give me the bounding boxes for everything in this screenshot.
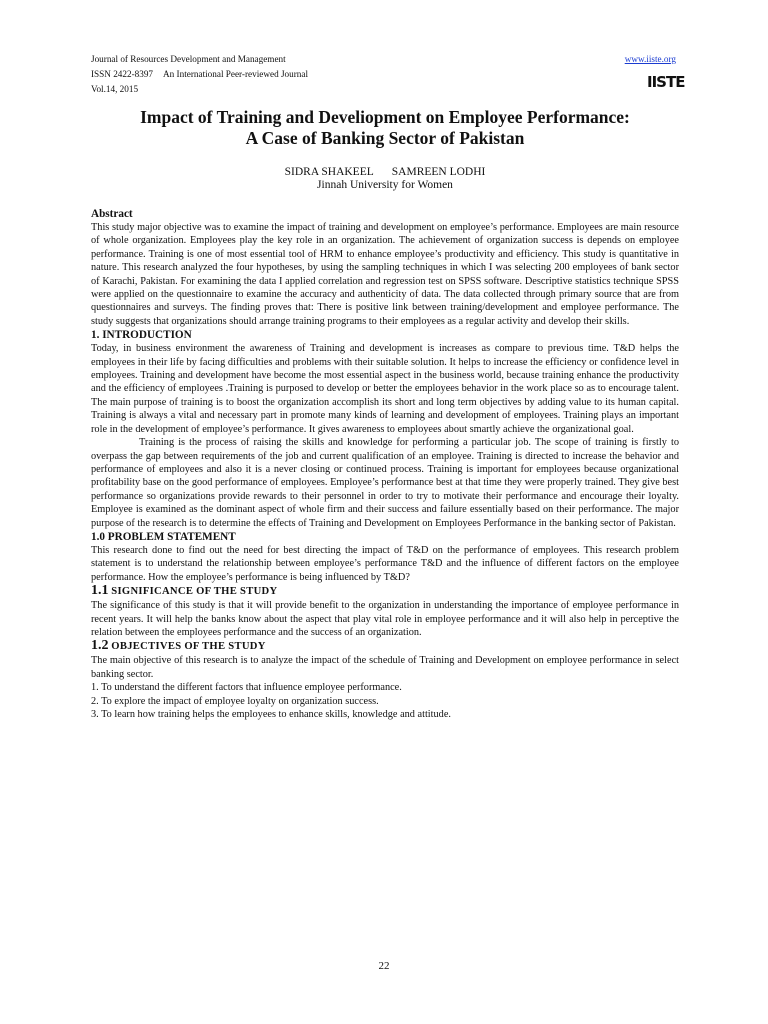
introduction-paragraph-1: Today, in business environment the awareness of Training and development is increases as compare to previous time. T&D helps the employees in their life by facing difficulties and problems with their suitable solution. It helps to increase the efficiency or confidence level in employees. Training and development have become the most essential aspect in the business world, because training enhance the productivity and the efficiency of employees .Training is purposed to develop or better the employees behavior in the work place so as to encourage talent. The main purpose of training is to boost the organization accomplish its short and long term objectives by adding value to its human capital. Training is always a vital and necessary part in promote many kinds of learning and development of employees. Training plays an important role in the development of employee’s performance. It gives awareness to employees about smartly achieve the organizational goal. xyxy=(91,343,679,435)
problem-statement-text: This research done to find out the need for best directing the impact of T&D on the performance of employees. This research problem statement is to understand the relationship between employee’s performance T&D and the influence of different factors on the employee performance. How the employee’s performance is being influenced by T&D? xyxy=(91,544,679,583)
objectives-number: 1.2 xyxy=(91,638,109,654)
objective-item-3: 3. To learn how training helps the employees to enhance skills, knowledge and attitude. xyxy=(91,709,451,720)
journal-info xyxy=(91,52,685,97)
paper-body xyxy=(91,207,679,721)
paper-title xyxy=(91,107,679,149)
journal-type: An International Peer-reviewed Journal xyxy=(163,69,309,79)
affiliation: Jinnah University for Women xyxy=(317,179,453,191)
objective-item-1: 1. To understand the different factors that influence employee performance. xyxy=(91,682,402,694)
introduction-paragraph-2: Training is the process of raising the skills and knowledge for performing a particular job. The scope of training is firstly to overpass the gap between requirements of the job and current qualification of an employee. Training is directed to increase the behavior and performance of employees and also it is a never closing or continued process. Training is important for employees because organizational profitability base on the good performance of employees. Employee’s performance best at that time they were properly trained. They give best performance so organizations provide rewards to their personnel in order to try to motivate their performance and encourage their loyalty. Employee is examined as the dominant aspect of whole firm and their success and failure essentially based on their performance. The major purpose of the research is to determine the effects of Training and Development on Employees Performance in the banking sector of Pakistan. xyxy=(91,437,679,529)
introduction-heading: 1. INTRODUCTION xyxy=(91,329,192,342)
authors xyxy=(91,166,679,179)
title-line-1: Impact of Training and Develiopment on Employee Performance: xyxy=(140,107,630,127)
author-2: SAMREEN LODHI xyxy=(391,166,486,178)
journal-header xyxy=(91,52,685,97)
journal-name: Journal of Resources Development and Management xyxy=(91,54,286,64)
title-line-2: A Case of Banking Sector of Pakistan xyxy=(245,128,525,148)
abstract-text: This study major objective was to examine the impact of training and development on employee’s performance. Employees are main resource of whole organization. Employees play the key role in an organization. The achievement of organization success is depends on employee performance. Training is one of most essential tool of HRM to enhance employee’s productivity and efficiency. This study is quantitative in nature. This research analyzed the four hypotheses, by using the sampling techniques in which I was selecting 200 employees of bank sector of Karachi, Pakistan. For examining the data I applied correlation and regression test on SPSS software. Descriptive statistics technique SPSS were applied on the questionnaire to examine the accuracy and authenticity of data. The data collected through primary source that are from questionnaires and surveys. The finding proves that: There is positive link between training/development and employee performance. The study suggests that organizations should arrange training programs to their employees as a regular activity and develop their skills. xyxy=(91,222,679,327)
page-number: 22 xyxy=(378,960,390,972)
significance-number: 1.1 xyxy=(91,583,109,599)
objectives-title: OBJECTIVES OF THE STUDY xyxy=(111,641,266,653)
iiste-logo: IISTE xyxy=(647,73,685,91)
objectives-intro: The main objective of this research is to analyze the impact of the schedule of Training and Development on employee performance in select banking sector. xyxy=(91,655,679,680)
journal-issn-line xyxy=(91,67,679,82)
significance-title: SIGNIFICANCE OF THE STUDY xyxy=(111,586,278,598)
author-1: SIDRA SHAKEEL xyxy=(284,166,374,178)
significance-heading xyxy=(91,584,679,599)
journal-volume: Vol.14, 2015 xyxy=(91,84,139,94)
significance-text: The significance of this study is that it will provide benefit to the organization in understanding the importance of employee performance in recent years. It will help the banks know about the aspect that play vital role in employee performance and it will also help in perceptive the relation between the employees performance and the success of an organization. xyxy=(91,600,679,638)
abstract-heading: Abstract xyxy=(91,208,133,220)
objectives-heading xyxy=(91,639,679,654)
problem-statement-heading: 1.0 PROBLEM STATEMENT xyxy=(91,530,236,543)
objective-item-2: 2. To explore the impact of employee loyalty on organization success. xyxy=(91,695,379,707)
journal-url-link[interactable]: www.iiste.org xyxy=(624,54,676,64)
journal-issn: ISSN 2422-8397 xyxy=(91,69,154,79)
